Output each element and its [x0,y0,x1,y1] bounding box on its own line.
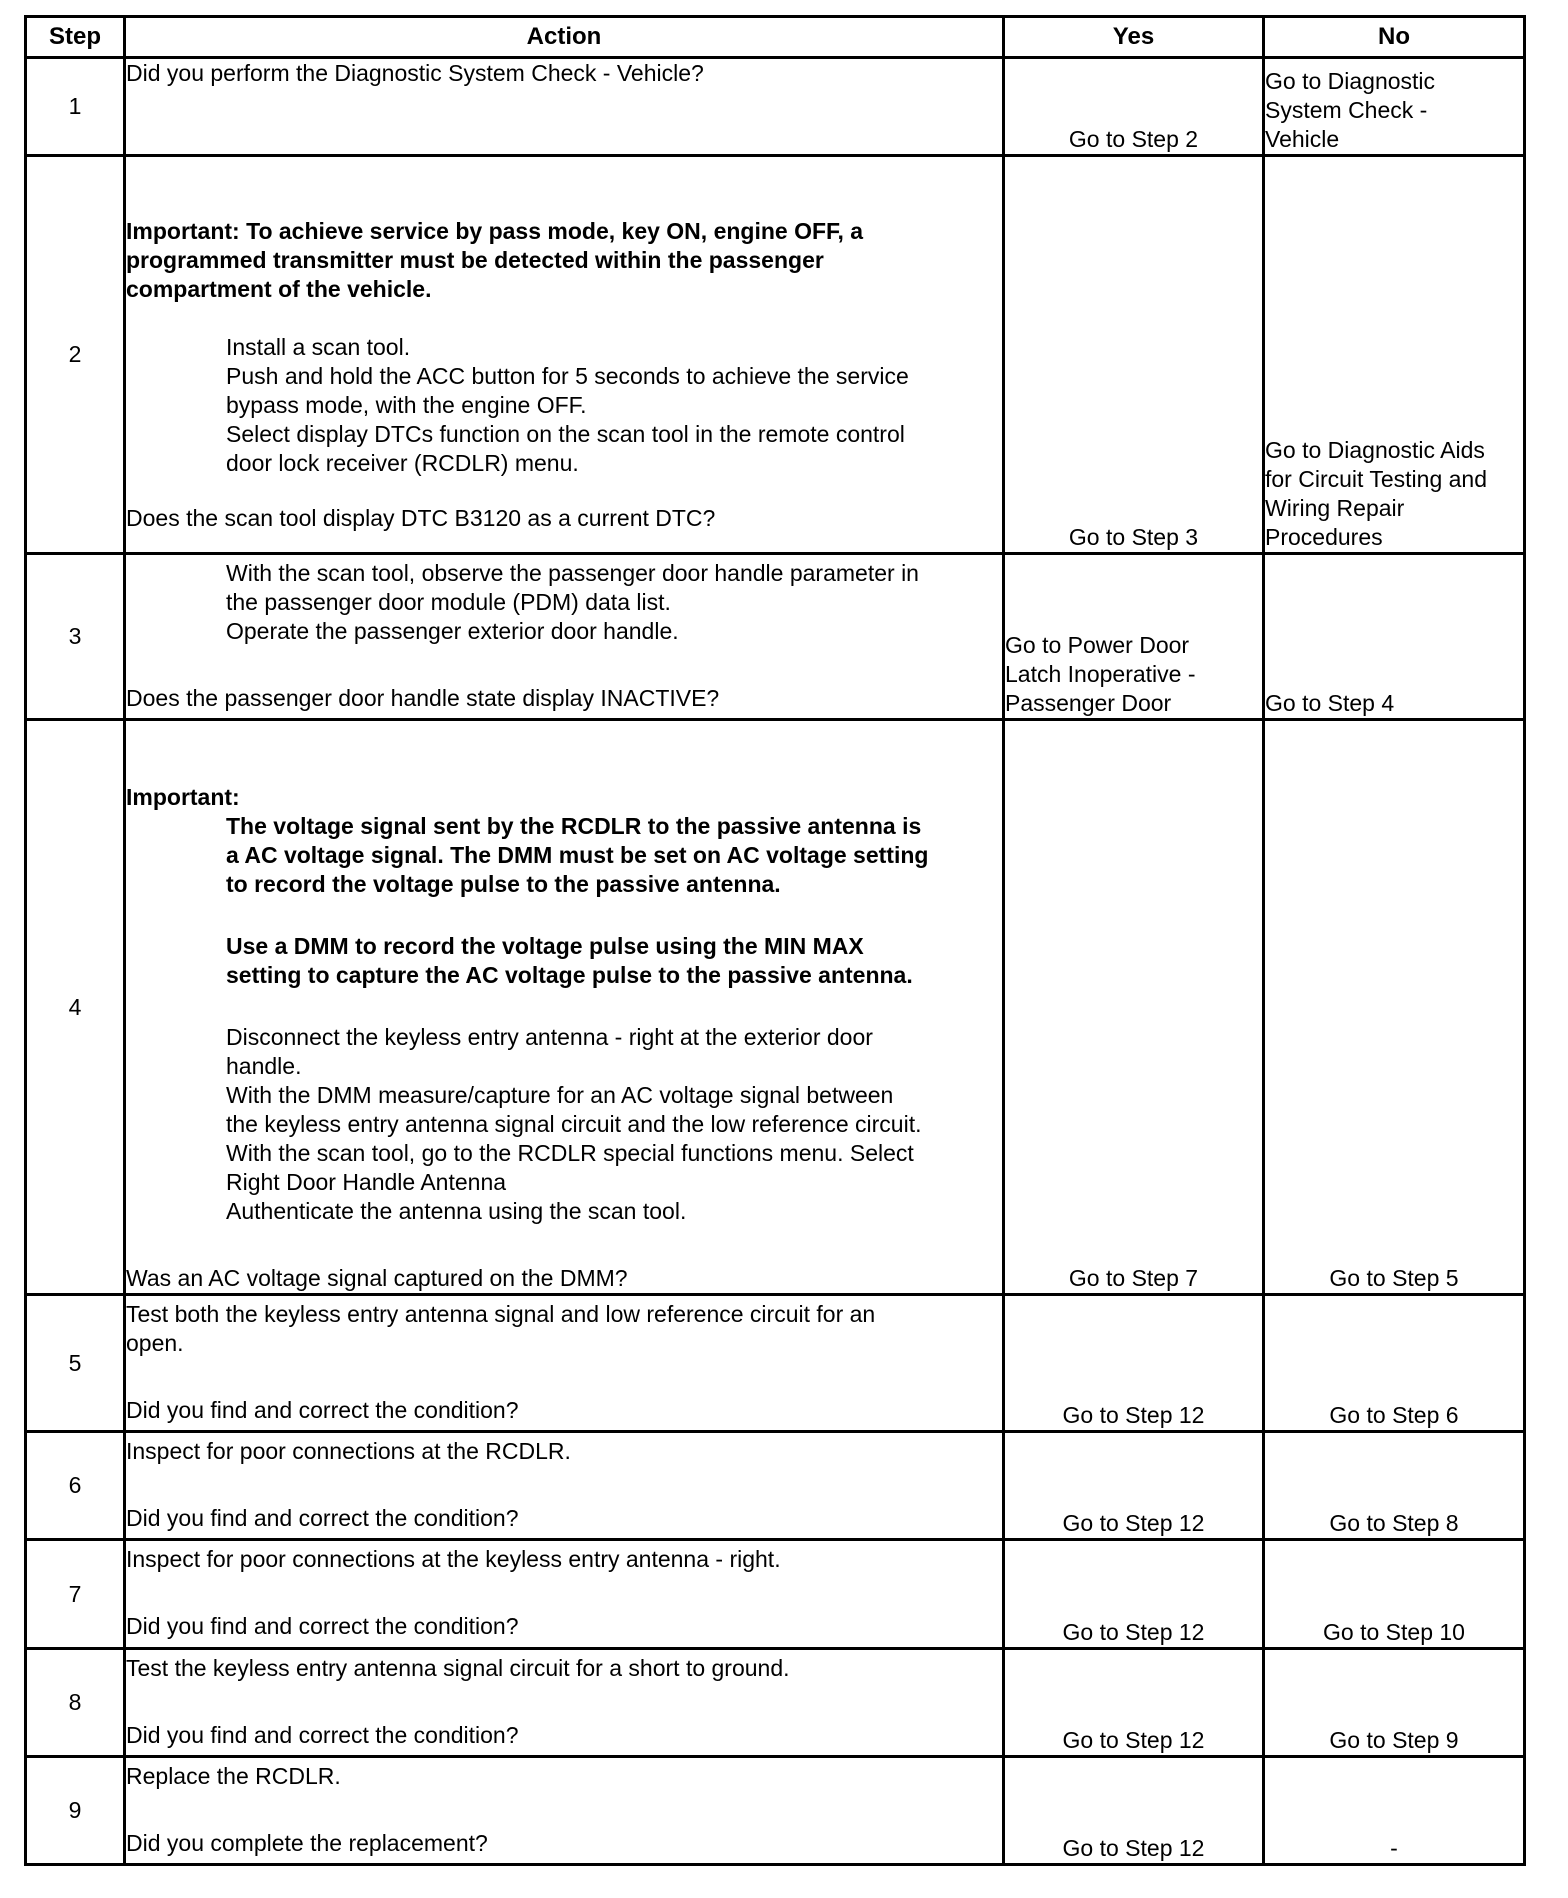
no-text: Go to Step 5 [1329,1265,1459,1291]
step-number: 6 [26,1432,125,1540]
action-text: Inspect for poor connections at the RCDLR. [126,1438,571,1464]
yes-text: Go to Step 2 [1068,126,1199,152]
step-number: 9 [26,1757,125,1865]
procedure-step: With the scan tool, go to the RCDLR special functions menu. Select [226,1140,914,1166]
question-text: Did you complete the replacement? [126,1830,488,1856]
question-text: Does the scan tool display DTC B3120 as a current DTC? [126,505,716,531]
no-cell [1264,1757,1525,1865]
step-number: 3 [26,554,125,720]
action-text: Replace the RCDLR. [126,1763,341,1789]
important-note: Important: To achieve service by pass mode, key ON, engine OFF, a [126,218,864,244]
yes-text: Passenger Door [1005,690,1172,716]
table-row [26,720,1525,1295]
yes-cell [1004,58,1264,156]
procedure-step: With the DMM measure/capture for an AC voltage signal between [226,1082,894,1108]
procedure-step: Right Door Handle Antenna [226,1169,507,1195]
action-cell [125,156,1004,554]
question-text: Did you find and correct the condition? [126,1722,519,1748]
step-number: 1 [26,58,125,156]
action-cell [125,1757,1004,1865]
table-row [26,1757,1525,1865]
no-text: Go to Step 9 [1329,1727,1459,1753]
no-text: - [1390,1835,1398,1861]
important-note: to record the voltage pulse to the passive antenna. [226,871,781,897]
procedure-step: Disconnect the keyless entry antenna - right at the exterior door [226,1024,873,1050]
important-note: programmed transmitter must be detected within the passenger [126,247,824,273]
action-cell [125,720,1004,1295]
action-text: Test the keyless entry antenna signal circuit for a short to ground. [126,1655,790,1681]
no-cell [1264,58,1525,156]
table-row [26,1432,1525,1540]
yes-cell [1004,1432,1264,1540]
yes-cell [1004,156,1264,554]
table-row [26,1649,1525,1757]
procedure-step: the keyless entry antenna signal circuit and the low reference circuit. [226,1111,922,1137]
no-text: for Circuit Testing and [1265,466,1488,492]
question-text: Does the passenger door handle state display INACTIVE? [126,685,720,711]
no-text: Vehicle [1265,126,1340,152]
yes-text: Go to Step 3 [1068,524,1199,550]
step-number: 8 [26,1649,125,1757]
no-text: Go to Step 10 [1323,1619,1465,1645]
step-number: 5 [26,1295,125,1432]
action-text: open. [126,1330,184,1356]
yes-text: Go to Step 12 [1062,1727,1205,1753]
procedure-step: the passenger door module (PDM) data list. [226,589,671,615]
procedure-step: Authenticate the antenna using the scan tool. [226,1198,687,1224]
yes-text: Go to Step 12 [1062,1510,1205,1536]
yes-text: Go to Step 7 [1068,1265,1199,1291]
yes-cell [1004,1649,1264,1757]
yes-cell [1004,1295,1264,1432]
no-cell [1264,1540,1525,1649]
step-number: 4 [26,720,125,1295]
yes-cell [1004,1540,1264,1649]
question-text: Did you find and correct the condition? [126,1613,519,1639]
no-text: Procedures [1265,524,1383,550]
step-number: 2 [26,156,125,554]
action-cell [125,1540,1004,1649]
no-cell [1264,720,1525,1295]
procedure-step: Install a scan tool. [226,334,411,360]
no-text: Go to Step 8 [1329,1510,1459,1536]
action-cell [125,58,1004,156]
no-text: Go to Step 6 [1329,1402,1459,1428]
table-row [26,58,1525,156]
yes-text: Go to Step 12 [1062,1402,1205,1428]
action-text: Inspect for poor connections at the keyless entry antenna - right. [126,1546,781,1572]
table-row [26,1540,1525,1649]
no-cell [1264,1432,1525,1540]
no-text: System Check - [1265,97,1428,123]
diagnostic-table [24,15,1526,1866]
procedure-step: handle. [226,1053,302,1079]
table-row [26,156,1525,554]
header-row [26,17,1525,58]
procedure-step: Push and hold the ACC button for 5 seconds to achieve the service [226,363,909,389]
table-row [26,1295,1525,1432]
yes-cell [1004,720,1264,1295]
step-number: 7 [26,1540,125,1649]
no-cell [1264,1295,1525,1432]
action-cell [125,1295,1004,1432]
action-cell [125,1432,1004,1540]
procedure-step: Operate the passenger exterior door handle. [226,618,679,644]
no-text: Go to Diagnostic [1265,68,1436,94]
header-action: Action [125,17,1004,58]
important-note: compartment of the vehicle. [126,276,432,302]
no-text: Go to Step 4 [1265,690,1395,716]
action-cell [125,554,1004,720]
question-text: Was an AC voltage signal captured on the DMM? [126,1265,628,1291]
important-note: setting to capture the AC voltage pulse to the passive antenna. [226,962,913,988]
header-step: Step [26,17,125,58]
no-cell [1264,1649,1525,1757]
action-text: Test both the keyless entry antenna signal and low reference circuit for an [126,1301,876,1327]
no-text: Go to Diagnostic Aids [1265,437,1485,463]
table-row [26,554,1525,720]
yes-text: Go to Power Door [1005,632,1190,658]
procedure-step: door lock receiver (RCDLR) menu. [226,450,579,476]
action-text: Did you perform the Diagnostic System Check - Vehicle? [126,60,704,86]
question-text: Did you find and correct the condition? [126,1397,519,1423]
important-note: The voltage signal sent by the RCDLR to the passive antenna is [226,813,922,839]
yes-cell [1004,554,1264,720]
yes-text: Go to Step 12 [1062,1835,1205,1861]
question-text: Did you find and correct the condition? [126,1505,519,1531]
procedure-step: bypass mode, with the engine OFF. [226,392,587,418]
no-text: Wiring Repair [1265,495,1405,521]
yes-text: Latch Inoperative - [1005,661,1196,687]
no-cell [1264,156,1525,554]
important-note: a AC voltage signal. The DMM must be set on AC voltage setting [226,842,929,868]
procedure-step: With the scan tool, observe the passenger door handle parameter in [226,560,919,586]
no-cell [1264,554,1525,720]
procedure-step: Select display DTCs function on the scan tool in the remote control [226,421,905,447]
important-label: Important: [126,784,240,810]
yes-text: Go to Step 12 [1062,1619,1205,1645]
yes-cell [1004,1757,1264,1865]
action-cell [125,1649,1004,1757]
header-yes: Yes [1004,17,1264,58]
important-note: Use a DMM to record the voltage pulse using the MIN MAX [226,933,864,959]
header-no: No [1264,17,1525,58]
